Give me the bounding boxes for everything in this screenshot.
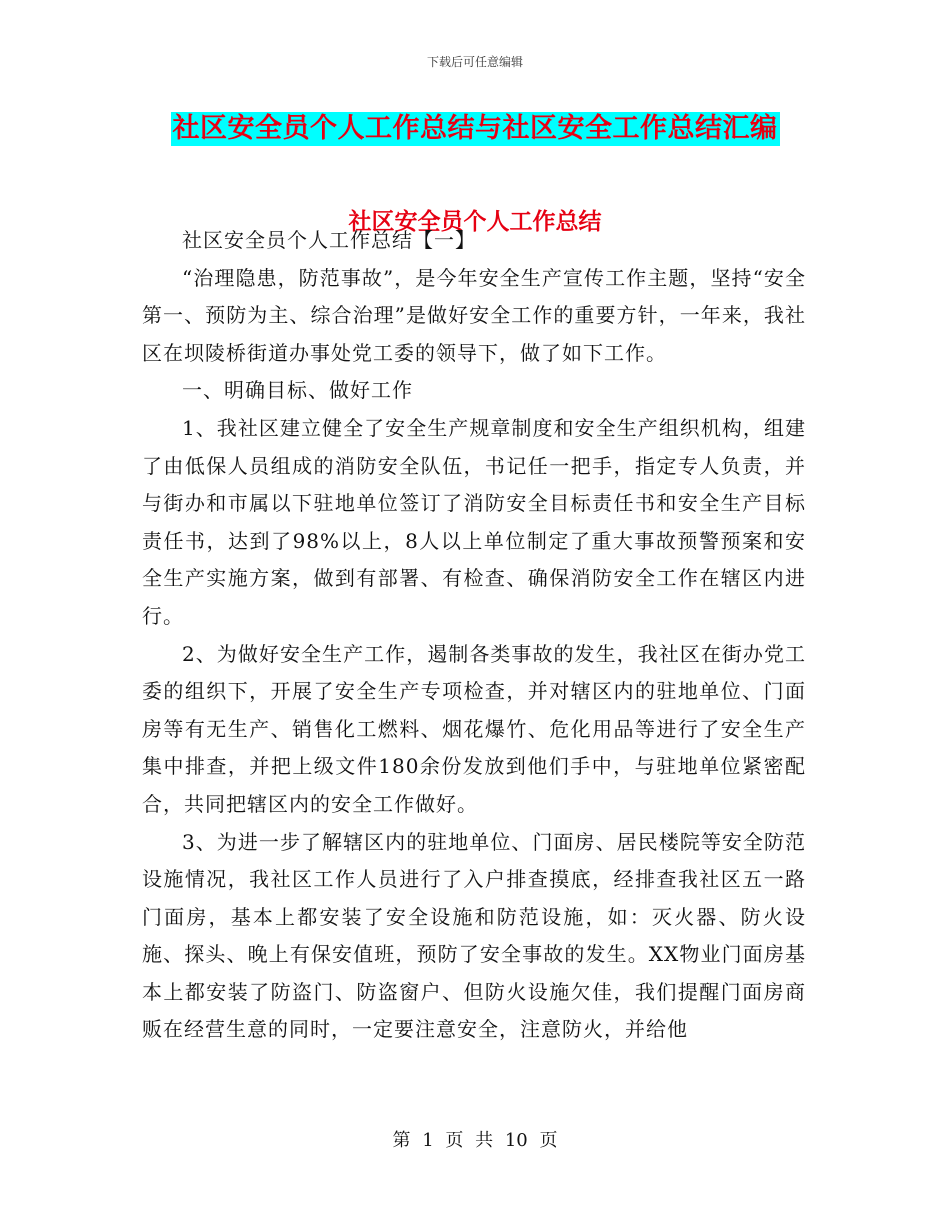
paragraph-item-1: 1、我社区建立健全了安全生产规章制度和安全生产组织机构，组建了由低保人员组成的消防安全队伍，书记任一把手，指定专人负责，并与街办和市属以下驻地单位签订了消防安全目标责任书和安全生产目标责任书，达到了98%以上，8人以上单位制定了重大事故预警预案和安全生产实施方案，做到有部署、有检查、确保消防安全工作在辖区内进行。 (142, 415, 806, 628)
page-footer: 第 1 页 共 10 页 (392, 1130, 558, 1151)
paragraph-item-3: 3、为进一步了解辖区内的驻地单位、门面房、居民楼院等安全防范设施情况，我社区工作人员进行了入户排查摸底，经排查我社区五一路门面房，基本上都安装了安全设施和防范设施，如：灭火器、防火设施、探头、晚上有保安值班，预防了安全事故的发生。XX物业门面房基本上都安装了防盗门、防盗窗户、但防火设施欠佳，我们提醒门面房商贩在经营生意的同时，一定要注意安全，注意防火，并给他 (142, 829, 806, 1042)
document-body (142, 222, 806, 1049)
paragraph-intro: “治理隐患，防范事故”，是今年安全生产宣传工作主题，坚持“安全第一、预防为主、综合治理”是做好安全工作的重要方针，一年来，我社区在坝陵桥街道办事处党工委的领导下，做了如下工作。 (142, 265, 806, 365)
main-title: 社区安全员个人工作总结与社区安全工作总结汇编 (172, 113, 778, 144)
paragraph-heading-1: 一、明确目标、做好工作 (182, 378, 413, 403)
header-note: 下载后可任意编辑 (426, 55, 523, 69)
main-title-container (0, 112, 950, 146)
paragraph-section-heading: 社区安全员个人工作总结【一】 (182, 228, 476, 252)
paragraph-item-2: 2、为做好安全生产工作，遏制各类事故的发生，我社区在街办党工委的组织下，开展了安全生产专项检查，并对辖区内的驻地单位、门面房等有无生产、销售化工燃料、烟花爆竹、危化用品等进行了安全生产集中排查，并把上级文件180余份发放到他们手中，与驻地单位紧密配合，共同把辖区内的安全工作做好。 (142, 641, 806, 816)
sub-title: 社区安全员个人工作总结 (348, 208, 602, 235)
